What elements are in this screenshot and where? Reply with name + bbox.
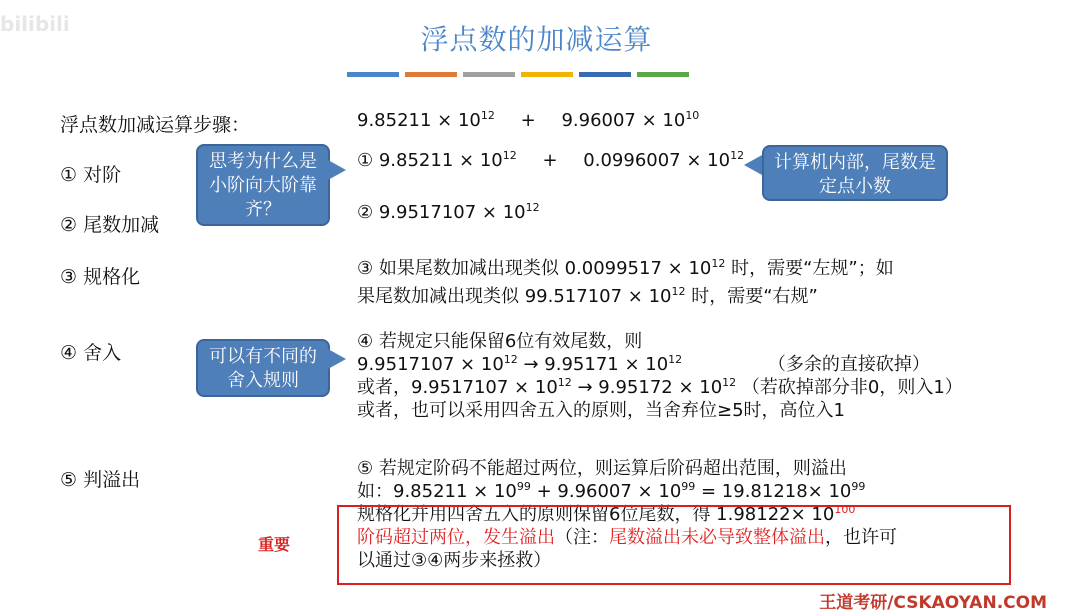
step5-line4-red2: 尾数溢出未必导致整体溢出: [609, 527, 825, 548]
watermark: bilibili: [0, 12, 70, 36]
step4-line2-exp2: 12: [668, 353, 683, 366]
expr-exp-a: 12: [480, 109, 495, 122]
step-label-1: ① 对阶: [60, 164, 122, 186]
callout-why-align: [196, 144, 330, 226]
step4-line3-b: → 9.95172 × 10: [571, 377, 723, 398]
step5-line2-c: = 19.81218× 10: [695, 481, 852, 502]
step5-line2-exp: 99: [516, 480, 531, 493]
step5-line4-b: ，也许可: [825, 527, 897, 548]
step5-line1: ⑤ 若规定阶码不能超过两位，则运算后阶码超出范围，则溢出: [357, 458, 847, 479]
step5-line4-red: 阶码超过两位，发生溢出: [357, 527, 555, 548]
step2-expression: [357, 202, 540, 223]
footer-brand: 王道考研/CSKAOYAN.COM: [819, 593, 1047, 613]
step4-line3-exp2: 12: [722, 376, 737, 389]
step-label-2: ② 尾数加减: [60, 214, 160, 236]
step5-line3-a: 规格化并用四舍五入的原则保留6位尾数，得 1.98122× 10: [357, 504, 835, 525]
step4-text: [357, 330, 1017, 422]
step3-line2-exp: 12: [671, 285, 686, 298]
step5-line2-exp3: 99: [851, 480, 866, 493]
color-bar: [579, 72, 631, 77]
expr-exp-b: 10: [685, 109, 700, 122]
color-bar: [637, 72, 689, 77]
expr-term-a: 9.85211 × 10: [357, 110, 481, 131]
callout-fixed-point: [762, 145, 948, 201]
expr-term-b: 9.96007 × 10: [561, 110, 686, 131]
step4-line2-b: → 9.95171 × 10: [517, 354, 669, 375]
page-title: 浮点数的加减运算: [420, 23, 653, 56]
color-bar: [521, 72, 573, 77]
step4-line2-exp: 12: [503, 353, 518, 366]
step3-line1-b: 时，需要“左规”；如: [725, 258, 894, 279]
title-underline-bars: [347, 72, 689, 77]
step5-line2-a: 如：9.85211 × 10: [357, 481, 517, 502]
step-label-5: ⑤ 判溢出: [60, 469, 141, 491]
step3-line2: [357, 282, 997, 308]
step5-line2-b: + 9.96007 × 10: [530, 481, 682, 502]
step4-line3-a: 或者，9.9517107 × 10: [357, 377, 558, 398]
step-label-3: ③ 规格化: [60, 266, 141, 288]
step2-term: ② 9.9517107 × 10: [357, 202, 526, 223]
step1-expression: [357, 150, 744, 171]
step4-line4: 或者，也可以采用四舍五入的原则，当舍弃位≥5时，高位入1: [357, 400, 845, 421]
step4-line2-note: （多余的直接砍掉）: [767, 354, 930, 375]
callout-tail: [744, 155, 762, 175]
step3-text: [357, 254, 997, 308]
step1-exp-a: 12: [502, 149, 517, 162]
step4-line1: ④ 若规定只能保留6位有效尾数，则: [357, 331, 643, 352]
callout-rounding: [196, 339, 330, 397]
step1-exp-b: 12: [730, 149, 745, 162]
callout-why-text: 思考为什么是小阶向大阶靠齐？: [209, 151, 317, 220]
step3-line1: [357, 254, 997, 280]
important-label: 重要: [258, 535, 291, 554]
step5-line3-exp: 100: [834, 503, 856, 516]
step4-line3: [357, 376, 1017, 399]
step4-line3-note: （若砍掉部分非0，则入1）: [741, 377, 963, 398]
step5-line4-a: （注：: [555, 527, 609, 548]
step5-line2: [357, 480, 1017, 503]
callout-rounding-text: 可以有不同的舍入规则: [209, 346, 317, 391]
step3-line2-b: 时，需要“右规”: [685, 286, 818, 307]
step5-line5: 以通过③④两步来拯救）: [357, 550, 552, 571]
callout-tail: [328, 160, 346, 180]
important-box: [337, 505, 1011, 585]
steps-heading: 浮点数加减运算步骤：: [60, 114, 251, 136]
color-bar: [347, 72, 399, 77]
expr-op: +: [520, 110, 536, 131]
step4-line2: [357, 353, 1017, 376]
color-bar: [405, 72, 457, 77]
callout-fixed-text: 计算机内部，尾数是定点小数: [774, 152, 936, 197]
step2-exp: 12: [525, 201, 540, 214]
step1-term-b: 0.0996007 × 10: [583, 150, 731, 171]
step5-line2-exp2: 99: [681, 480, 696, 493]
step-label-4: ④ 舍入: [60, 342, 122, 364]
step1-op: +: [542, 150, 558, 171]
color-bar: [463, 72, 515, 77]
step4-line2-a: 9.9517107 × 10: [357, 354, 504, 375]
step1-term-a: ① 9.85211 × 10: [357, 150, 503, 171]
step4-line3-exp: 12: [557, 376, 572, 389]
step3-line2-a: 果尾数加减出现类似 99.517107 × 10: [357, 286, 672, 307]
step3-line1-exp: 12: [711, 257, 726, 270]
callout-tail: [328, 349, 346, 369]
main-expression: [357, 110, 699, 131]
step3-line1-a: ③ 如果尾数加减出现类似 0.0099517 × 10: [357, 258, 712, 279]
